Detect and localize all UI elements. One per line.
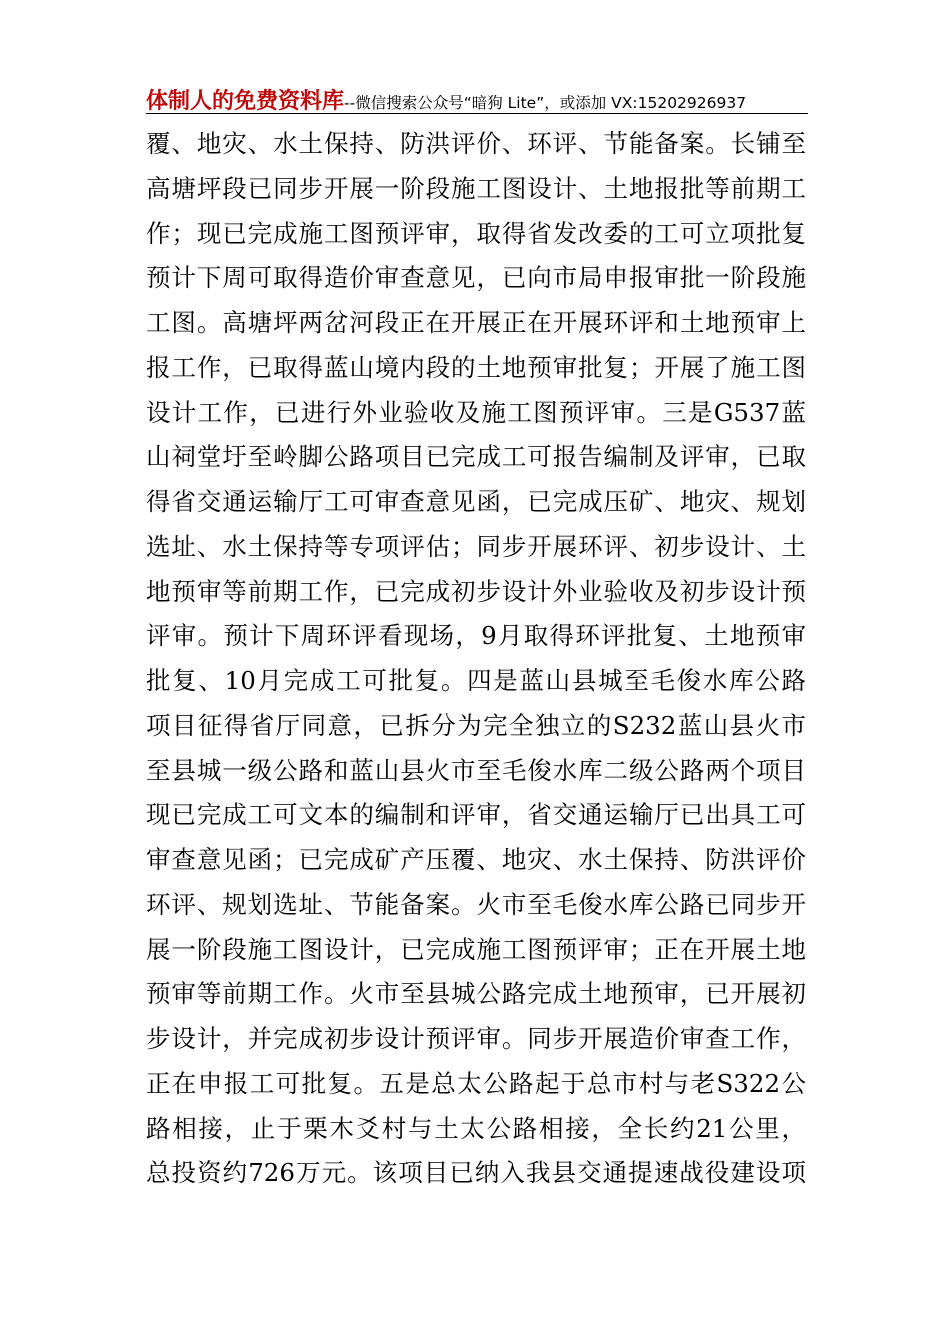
text-line: 作；现已完成施工图预评审，取得省发改委的工可立项批复 [146,218,806,248]
text-line: 覆、地灾、水土保持、防洪评价、环评、节能备案。长铺至 [146,129,806,158]
text-line: 山祠堂圩至岭脚公路项目已完成工可报告编制及评审，已取 [146,442,806,472]
text-line: 评审。预计下周环评看现场，9月取得环评批复、土地预审 [146,621,806,651]
page-header [146,84,826,114]
text-line: 报工作，已取得蓝山境内段的土地预审批复；开展了施工图 [146,352,806,382]
text-line: 步设计，并完成初步设计预评审。同步开展造价审查工作， [146,1024,806,1053]
text-line: 至县城一级公路和蓝山县火市至毛俊水库二级公路两个项目 [146,755,806,785]
text-line: 项目征得省厅同意，已拆分为完全独立的S232蓝山县火市 [146,710,806,740]
text-line: 正在申报工可批复。五是总太公路起于总市村与老S322公 [146,1068,806,1098]
text-line: 审查意见函；已完成矿产压覆、地灾、水土保持、防洪评价 [146,845,806,874]
body-text [146,122,826,1196]
header-brand: 体制人的免费资料库 [146,89,345,114]
text-line: 预审等前期工作。火市至县城公路完成土地预审，已开展初 [146,979,806,1009]
text-line: 路相接，止于栗木爻村与土太公路相接，全长约21公里， [146,1113,806,1143]
text-line: 批复、10月完成工可批复。四是蓝山县城至毛俊水库公路 [146,666,806,695]
text-line: 得省交通运输厅工可审查意见函，已完成压矿、地灾、规划 [146,487,806,516]
text-line: 总投资约726万元。该项目已纳入我县交通提速战役建设项 [146,1158,806,1188]
text-line: 展一阶段施工图设计，已完成施工图预评审；正在开展土地 [146,934,806,964]
text-line: 地预审等前期工作，已完成初步设计外业验收及初步设计预 [146,576,806,606]
text-line: 环评、规划选址、节能备案。火市至毛俊水库公路已同步开 [146,889,806,919]
text-line: 现已完成工可文本的编制和评审，省交通运输厅已出具工可 [146,800,806,830]
text-line: 选址、水土保持等专项评估；同步开展环评、初步设计、土 [146,531,806,561]
text-line: 工图。高塘坪两岔河段正在开展正在开展环评和土地预审上 [146,308,806,337]
text-line: 高塘坪段已同步开展一阶段施工图设计、土地报批等前期工 [146,173,806,203]
text-line: 设计工作，已进行外业验收及施工图预评审。三是G537蓝 [146,397,806,427]
header-note: --微信搜索公众号“暗狗 Lite”，或添加 VX:15202926937 [344,94,747,112]
header-divider [146,113,808,114]
text-line: 预计下周可取得造价审查意见，已向市局申报审批一阶段施 [146,263,806,293]
